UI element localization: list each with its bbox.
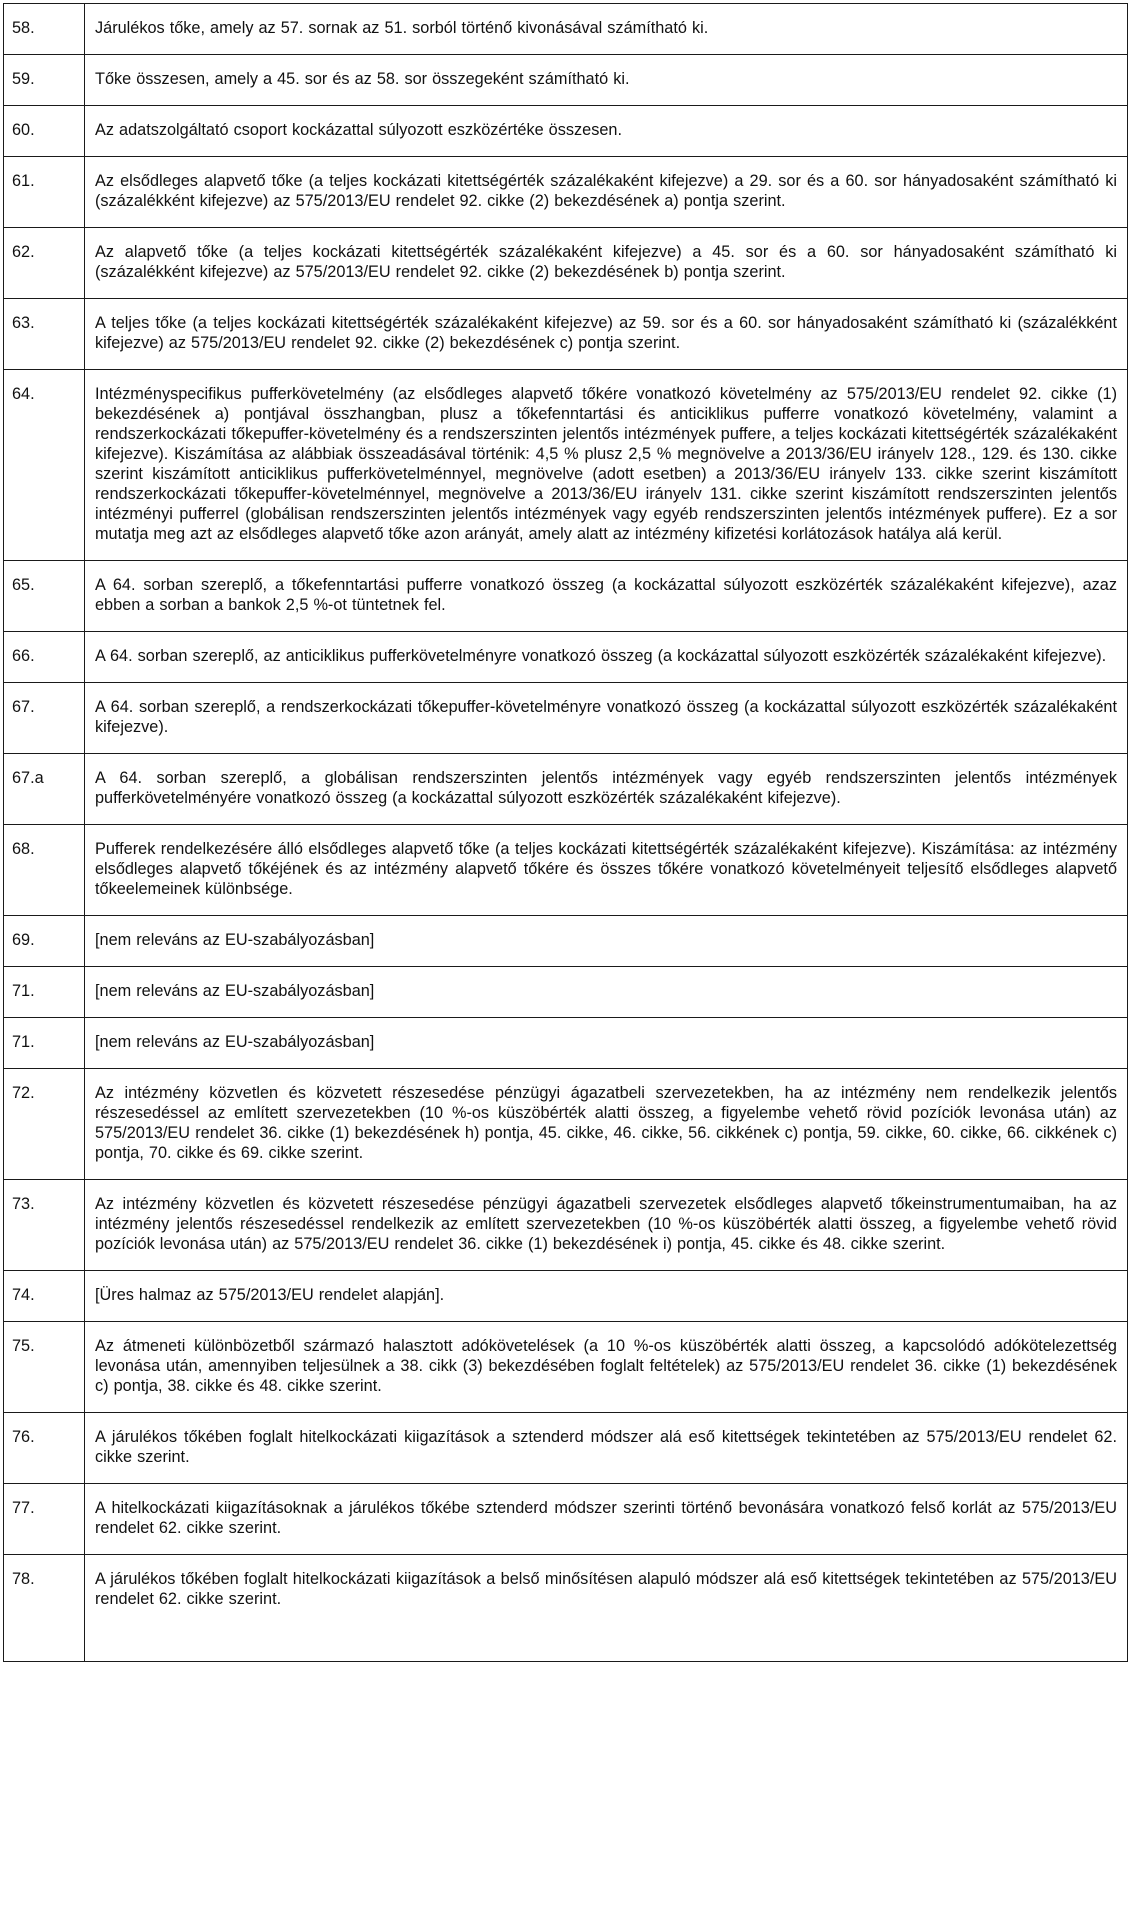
row-number: 73. (4, 1180, 85, 1271)
table-row (4, 370, 1128, 561)
row-text: [Üres halmaz az 575/2013/EU rendelet alapján]. (85, 1271, 1128, 1322)
row-text: [nem releváns az EU-szabályozásban] (85, 1018, 1128, 1069)
row-text: A 64. sorban szereplő, az anticiklikus pufferkövetelményre vonatkozó összeg (a kockázattal súlyozott eszközérték százalékaként kifejezve). (85, 632, 1128, 683)
table-row (4, 754, 1128, 825)
row-number: 77. (4, 1484, 85, 1555)
table-row (4, 561, 1128, 632)
row-text: A 64. sorban szereplő, a tőkefenntartási pufferre vonatkozó összeg (a kockázattal súlyozott eszközérték százalékaként kifejezve), azaz ebben a sorban a bankok 2,5 %-ot tüntetnek fel. (85, 561, 1128, 632)
table-row (4, 683, 1128, 754)
table-row (4, 1271, 1128, 1322)
table-row (4, 106, 1128, 157)
table-row (4, 1069, 1128, 1180)
row-text: Az alapvető tőke (a teljes kockázati kitettségérték százalékaként kifejezve) a 45. sor és a 60. sor hányadosaként számítható ki (százalékként kifejezve) az 575/2013/EU rendelet 92. cikke (2) bekezdésének b) pontja szerint. (85, 228, 1128, 299)
row-number: 72. (4, 1069, 85, 1180)
row-text: Járulékos tőke, amely az 57. sornak az 51. sorból történő kivonásával számítható ki. (85, 4, 1128, 55)
row-number: 61. (4, 157, 85, 228)
table-row (4, 1018, 1128, 1069)
row-number: 69. (4, 916, 85, 967)
table-row (4, 1484, 1128, 1555)
row-number: 71. (4, 1018, 85, 1069)
row-number: 63. (4, 299, 85, 370)
row-text: [nem releváns az EU-szabályozásban] (85, 916, 1128, 967)
table-body (4, 4, 1128, 1662)
row-text: A hitelkockázati kiigazításoknak a járulékos tőkébe sztenderd módszer szerinti történő bevonására vonatkozó felső korlát az 575/2013/EU rendelet 62. cikke szerint. (85, 1484, 1128, 1555)
row-number: 71. (4, 967, 85, 1018)
row-number: 74. (4, 1271, 85, 1322)
row-number: 64. (4, 370, 85, 561)
row-text: Az intézmény közvetlen és közvetett részesedése pénzügyi ágazatbeli szervezetekben, ha az intézmény nem rendelkezik jelentős részesedéssel az említett szervezetekben (10 %-os küszöbérték alatti összeg, a figyelembe vehető rövid pozíciók levonása után) az 575/2013/EU rendelet 36. cikke (1) bekezdésének h) pontja, 45. cikke, 46. cikke, 56. cikkének c) pontja, 59. cikke, 60. cikke, 66. cikkének c) pontja, 70. cikke és 69. cikke szerint. (85, 1069, 1128, 1180)
row-number: 76. (4, 1413, 85, 1484)
row-text: A járulékos tőkében foglalt hitelkockázati kiigazítások a sztenderd módszer alá eső kitettségek tekintetében az 575/2013/EU rendelet 62. cikke szerint. (85, 1413, 1128, 1484)
table-row (4, 825, 1128, 916)
row-number: 58. (4, 4, 85, 55)
row-text: Az elsődleges alapvető tőke (a teljes kockázati kitettségérték százalékaként kifejezve) a 29. sor és a 60. sor hányadosaként számítható ki (százalékként kifejezve) az 575/2013/EU rendelet 92. cikke (2) bekezdésének a) pontja szerint. (85, 157, 1128, 228)
row-number: 60. (4, 106, 85, 157)
row-text: Az átmeneti különbözetből származó halasztott adókövetelések (a 10 %-os küszöbérték alatti összeg, a kapcsolódó adókötelezettség levonása után, amennyiben teljesülnek a 38. cikk (3) bekezdésében foglalt feltételek) az 575/2013/EU rendelet 36. cikke (1) bekezdésének c) pontja, 38. cikke és 48. cikke szerint. (85, 1322, 1128, 1413)
row-text: A 64. sorban szereplő, a rendszerkockázati tőkepuffer-követelményre vonatkozó összeg (a kockázattal súlyozott eszközérték százalékaként kifejezve). (85, 683, 1128, 754)
row-text: Intézményspecifikus pufferkövetelmény (az elsődleges alapvető tőkére vonatkozó követelmény az 575/2013/EU rendelet 92. cikke (1) bekezdésének a) pontjával összhangban, plusz a tőkefenntartási és anticiklikus pufferre vonatkozó követelmény, valamint a rendszerkockázati tőkepuffer-követelmény és a rendszerszinten jelentős intézmények puffere, a teljes kockázati kitettségérték százalékaként kifejezve). Kiszámítása az alábbiak összeadásával történik: 4,5 % plusz 2,5 % megnövelve a 2013/36/EU irányelv 128., 129. és 130. cikke szerint kiszámított anticiklikus pufferkövetelménnyel, megnövelve (adott esetben) a 2013/36/EU irányelv 133. cikke szerint kiszámított rendszerkockázati tőkepuffer-követelménnyel, megnövelve a 2013/36/EU irányelv 131. cikke szerint kiszámított rendszerszinten jelentős intézményi pufferrel (globálisan rendszerszinten jelentős intézmények vagy egyéb rendszerszinten jelentős intézmények puffere). Ez a sor mutatja meg azt az elsődleges alapvető tőke azon arányát, amely alatt az intézmény kifizetési korlátozások hatálya alá kerül. (85, 370, 1128, 561)
table-row (4, 967, 1128, 1018)
row-number: 68. (4, 825, 85, 916)
definitions-table (3, 3, 1128, 1662)
table-row (4, 1322, 1128, 1413)
row-number: 62. (4, 228, 85, 299)
row-number: 78. (4, 1555, 85, 1662)
table-row (4, 157, 1128, 228)
row-text: A 64. sorban szereplő, a globálisan rendszerszinten jelentős intézmények vagy egyéb rendszerszinten jelentős intézmények pufferkövetelményére vonatkozó összeg (a kockázattal súlyozott eszközérték százalékaként kifejezve). (85, 754, 1128, 825)
table-row (4, 228, 1128, 299)
table-row (4, 1555, 1128, 1662)
row-number: 59. (4, 55, 85, 106)
row-text: Tőke összesen, amely a 45. sor és az 58. sor összegeként számítható ki. (85, 55, 1128, 106)
row-number: 66. (4, 632, 85, 683)
row-text: Pufferek rendelkezésére álló elsődleges alapvető tőke (a teljes kockázati kitettségérték százalékaként kifejezve). Kiszámítása: az intézmény elsődleges alapvető tőkéjének és az intézmény alapvető tőkére és összes tőkére vonatkozó követelményeit teljesítő elsődleges alapvető tőkeelemeinek különbsége. (85, 825, 1128, 916)
row-number: 67.a (4, 754, 85, 825)
row-number: 75. (4, 1322, 85, 1413)
row-text: A járulékos tőkében foglalt hitelkockázati kiigazítások a belső minősítésen alapuló módszer alá eső kitettségek tekintetében az 575/2013/EU rendelet 62. cikke szerint. (85, 1555, 1128, 1662)
row-text: Az adatszolgáltató csoport kockázattal súlyozott eszközértéke összesen. (85, 106, 1128, 157)
table-row (4, 632, 1128, 683)
row-text: A teljes tőke (a teljes kockázati kitettségérték százalékaként kifejezve) az 59. sor és a 60. sor hányadosaként számítható ki (százalékként kifejezve) az 575/2013/EU rendelet 92. cikke (2) bekezdésének c) pontja szerint. (85, 299, 1128, 370)
table-row (4, 299, 1128, 370)
row-text: Az intézmény közvetlen és közvetett részesedése pénzügyi ágazatbeli szervezetek elsődleges alapvető tőkeinstrumentumaiban, ha az intézmény jelentős részesedéssel rendelkezik az említett szervezetekben (10 %-os küszöbérték alatti összeg, a figyelembe vehető rövid pozíciók levonása után) az 575/2013/EU rendelet 36. cikke (1) bekezdésének i) pontja, 45. cikke és 48. cikke szerint. (85, 1180, 1128, 1271)
table-row (4, 1413, 1128, 1484)
row-number: 65. (4, 561, 85, 632)
table-row (4, 916, 1128, 967)
row-text: [nem releváns az EU-szabályozásban] (85, 967, 1128, 1018)
row-number: 67. (4, 683, 85, 754)
table-row (4, 55, 1128, 106)
table-row (4, 1180, 1128, 1271)
table-row (4, 4, 1128, 55)
